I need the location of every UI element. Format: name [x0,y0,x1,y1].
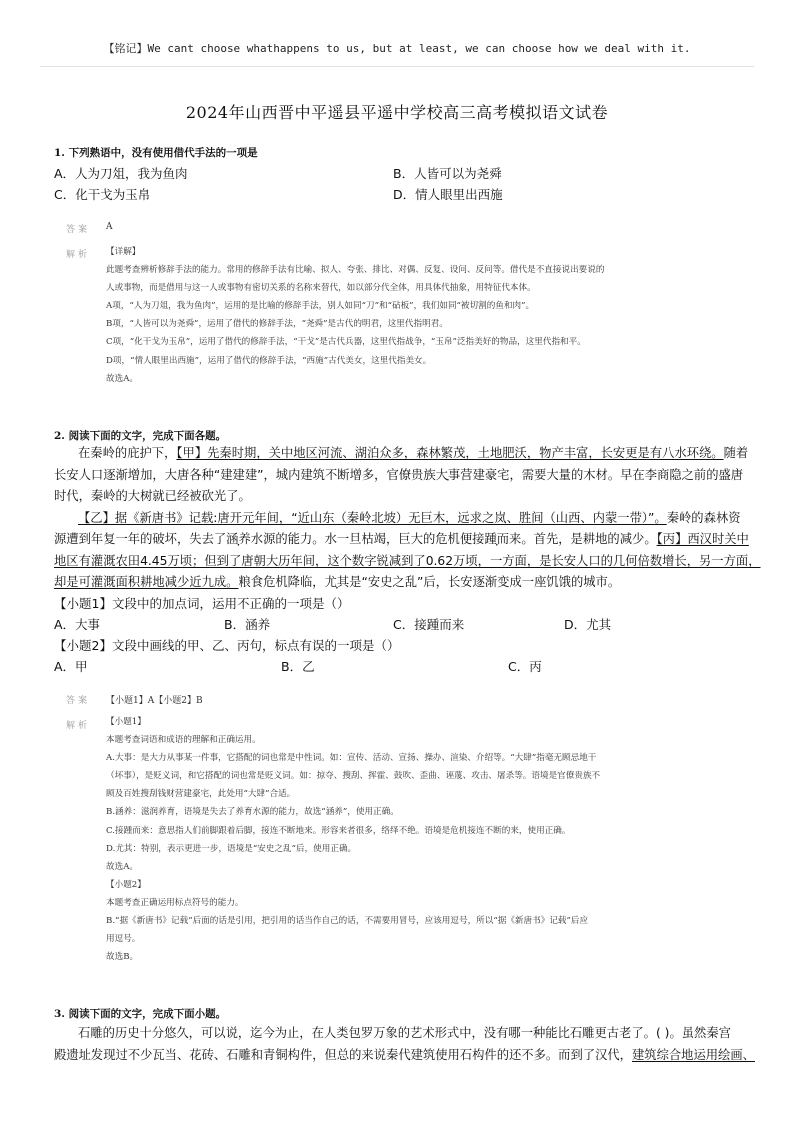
q3-passage [54,1023,755,1066]
q2-explanation-line: 本题考查词语和成语的理解和正确运用。 [106,735,261,746]
question-1-stem: 1. 下列熟语中，没有使用借代手法的一项是 [54,147,258,159]
dotted-word-dashi: 大事 [435,467,461,482]
underlined-sentence-yi: 【乙】据《新唐书》记载:唐开元年间，“近山东（秦岭北坡）无巨木，远求之岚、胜间（山西、内蒙一带）”。 [78,510,667,525]
q1-explanation-line: 故选A。 [106,373,138,384]
passage-text: 随着 [723,446,749,460]
q2-explanation-line: B.“据《新唐书》记载”后面的话是引用，把引用的话当作自己的话，不需要用冒号，应该用逗号，所以“据《新唐书》记载”后应 [106,916,589,927]
q1-analysis-label: 解析 [66,250,91,260]
q2-sub1-option-c: C．接踵而来 [393,617,465,632]
q2-sub2-stem: 【小题2】文段中画线的甲、乙、丙句，标点有误的一项是（） [54,638,400,653]
q2-explanation-line: 本题考查正确运用标点符号的能力。 [106,897,244,908]
passage-text: 源遭到年复一年的破坏，失去了 [54,532,227,546]
q2-explanation-line: 故选A。 [106,861,138,872]
passage-line [54,465,742,487]
q2-explanation-line: 【小题1】 [106,717,146,727]
q2-sub2-option-a: A．甲 [54,659,88,674]
passage-line [54,1045,755,1067]
q1-option-c: C．化干戈为玉帛 [54,187,151,202]
passage-line [54,443,749,465]
q1-explanation [106,243,722,388]
header-divider [40,66,754,67]
passage-text: 是“安史之乱”后，长安逐渐变成一座饥饿的城市。 [349,575,621,589]
passage-line: 石雕的历史十分悠久，可以说，迄今为止，在人类包罗万象的艺术形式中，没有哪一种能比石雕更古老了。( )。虽然秦宫 [78,1026,731,1040]
question-2-stem: 2. 阅读下面的文字，完成下面各题。 [54,430,227,442]
q1-option-a: A．人为刀俎，我为鱼肉 [54,166,188,181]
passage-line: 地区有灌溉农田4.45万顷；但到了唐朝大历年间，这个数字锐减到了0.62万顷，一方面，是长安人口的几何倍数增长，另一方面， [54,553,761,568]
motto-banner: 【铭记】We cant choose whathappens to us, but at least, we can choose how we deal with it. [103,42,691,55]
passage-line: 时代，秦岭的大树就已经被砍光了。 [54,489,251,503]
q1-explanation-line: A项，“人为刀俎，我为鱼肉”，运用的是比喻的修辞手法，别人如同“刀”和“砧板”，我们如同“被切割的鱼和肉”。 [106,301,535,312]
q1-explanation-line: 人或事物，而是借用与这一人或事物有密切关系的名称来替代，如以部分代全体，用具体代抽象，用特征代本体。 [106,283,536,294]
passage-text: 水源的能力。水一旦枯竭，巨大的危机便 [250,532,473,546]
passage-line [54,572,742,594]
q2-explanation-line: D.尤其：特别，表示更进一步，语境是“安史之乱”后，使用正确。 [106,843,357,854]
underlined-sentence-jia: 【甲】先秦时期，关中地区河流、湖泊众多，森林繁茂，土地肥沃，物产丰富，长安更是有八水环绕。 [176,446,724,460]
q2-sub1-option-a: A．大事 [54,617,101,632]
q1-explanation-line: 此题考查辨析修辞手法的能力。常用的修辞手法有比喻、拟人、夸张、排比、对偶、反复、设问、反问等。借代是不直接说出要说的 [106,265,605,276]
dotted-word-jiezhongerlai: 接踵而来 [472,532,522,546]
question-3-stem: 3. 阅读下面的文字，完成下面小题。 [54,1008,227,1020]
passage-text: 在秦岭的庇护下， [78,446,177,460]
q1-option-d: D．情人眼里出西施 [393,187,503,202]
q2-passage [54,443,761,594]
q2-explanation-line: C.接踵而来：意思指人们前脚跟着后脚，接连不断地来。形容来者很多，络绎不绝。语境是危机接连不断的来，使用正确。 [106,825,571,836]
q2-explanation-line: 用逗号。 [106,934,141,945]
passage-text: 却是可灌溉面积耕地减少近九成。 [54,575,239,589]
q1-explanation-line: D项，“情人眼里出西施”，运用了借代的修辞手法，“西施”古代美女，这里代指美女。 [106,355,432,366]
q1-explanation-line: B项，“人皆可以为尧舜”，运用了借代的修辞手法，“尧舜”是古代的明君，这里代指明君。 [106,319,448,330]
passage-text: 营建豪宅，需要大量的木材。早在李商隐之前的盛唐 [460,467,744,482]
q2-answer-label: 答案 [66,696,91,706]
passage-text: 殿遗址发现过不少瓦当、花砖、石雕和青铜构件，但总的来说秦代建筑使用石构件的还不多。而到了汉代， [54,1047,632,1062]
q1-explanation-line: C项，“化干戈为玉帛”，运用了借代的修辞手法，“干戈”是古代兵器，这里代指战争，“玉帛”泛指美好的物品，这里代指和平。 [106,337,586,348]
page-title: 2024年山西晋中平遥县平遥中学校高三高考模拟语文试卷 [185,103,609,122]
q2-explanation-line: 【小题2】 [106,879,146,890]
q2-explanation-line: B.涵养：滋润养育，语境是失去了养育水源的能力，故选“涵养”，使用正确。 [106,807,399,818]
passage-text: 。首先，是耕地的减少。 [521,532,657,546]
passage-line [54,508,742,530]
q2-sub2-option-b: B．乙 [281,659,315,674]
q2-explanation-line: 故选B。 [106,952,139,963]
q2-sub2-option-c: C．丙 [508,659,542,674]
q2-sub1-stem: 【小题1】文段中的加点词，运用不正确的一项是（） [54,596,350,611]
underlined-sentence-bing: 【丙】西汉时关中 [656,532,749,546]
q2-answer: 【小题1】A【小题2】B [106,696,203,706]
q2-sub1-option-b: B．涵养 [224,617,271,632]
dotted-word-youqi: 尤其 [324,575,350,589]
dotted-word-hanyang: 涵养 [226,532,251,546]
q2-sub1-option-d: D．尤其 [564,617,612,632]
underlined-sentence: 建筑综合地运用绘画、 [631,1047,755,1062]
q2-explanation-line: 顾及百姓搜刮钱财营建豪宅，此处用“大肆”合适。 [106,789,296,800]
q1-answer-label: 答案 [66,225,91,235]
passage-line [54,529,749,551]
q2-analysis-label: 解析 [66,721,91,731]
q1-option-b: B．人皆可以为尧舜 [393,166,502,181]
q1-answer: A [106,222,113,232]
q2-explanation [106,713,722,966]
passage-text: 秦岭的森林资 [666,510,741,525]
q2-explanation-line: A.大事：是大力从事某一件事，它搭配的词也常是中性词。如：宣传、活动、宣扬、操办、渲染、介绍等。“大肆”指毫无顾忌地干 [106,753,597,764]
passage-text: 长安人口逐渐增加，大唐各种“建建建”，城内建筑不断增多，官僚贵族 [54,467,436,482]
q2-explanation-line: （坏事），是贬义词，和它搭配的词也常是贬义词。如：掠夺、搜刮、挥霍、鼓吹、歪曲、诬蔑、攻击、屠杀等。语境是官僚贵族不 [106,771,601,782]
q1-explanation-line: 【详解】 [106,247,141,257]
passage-text: 粮食危机降临， [238,575,325,589]
